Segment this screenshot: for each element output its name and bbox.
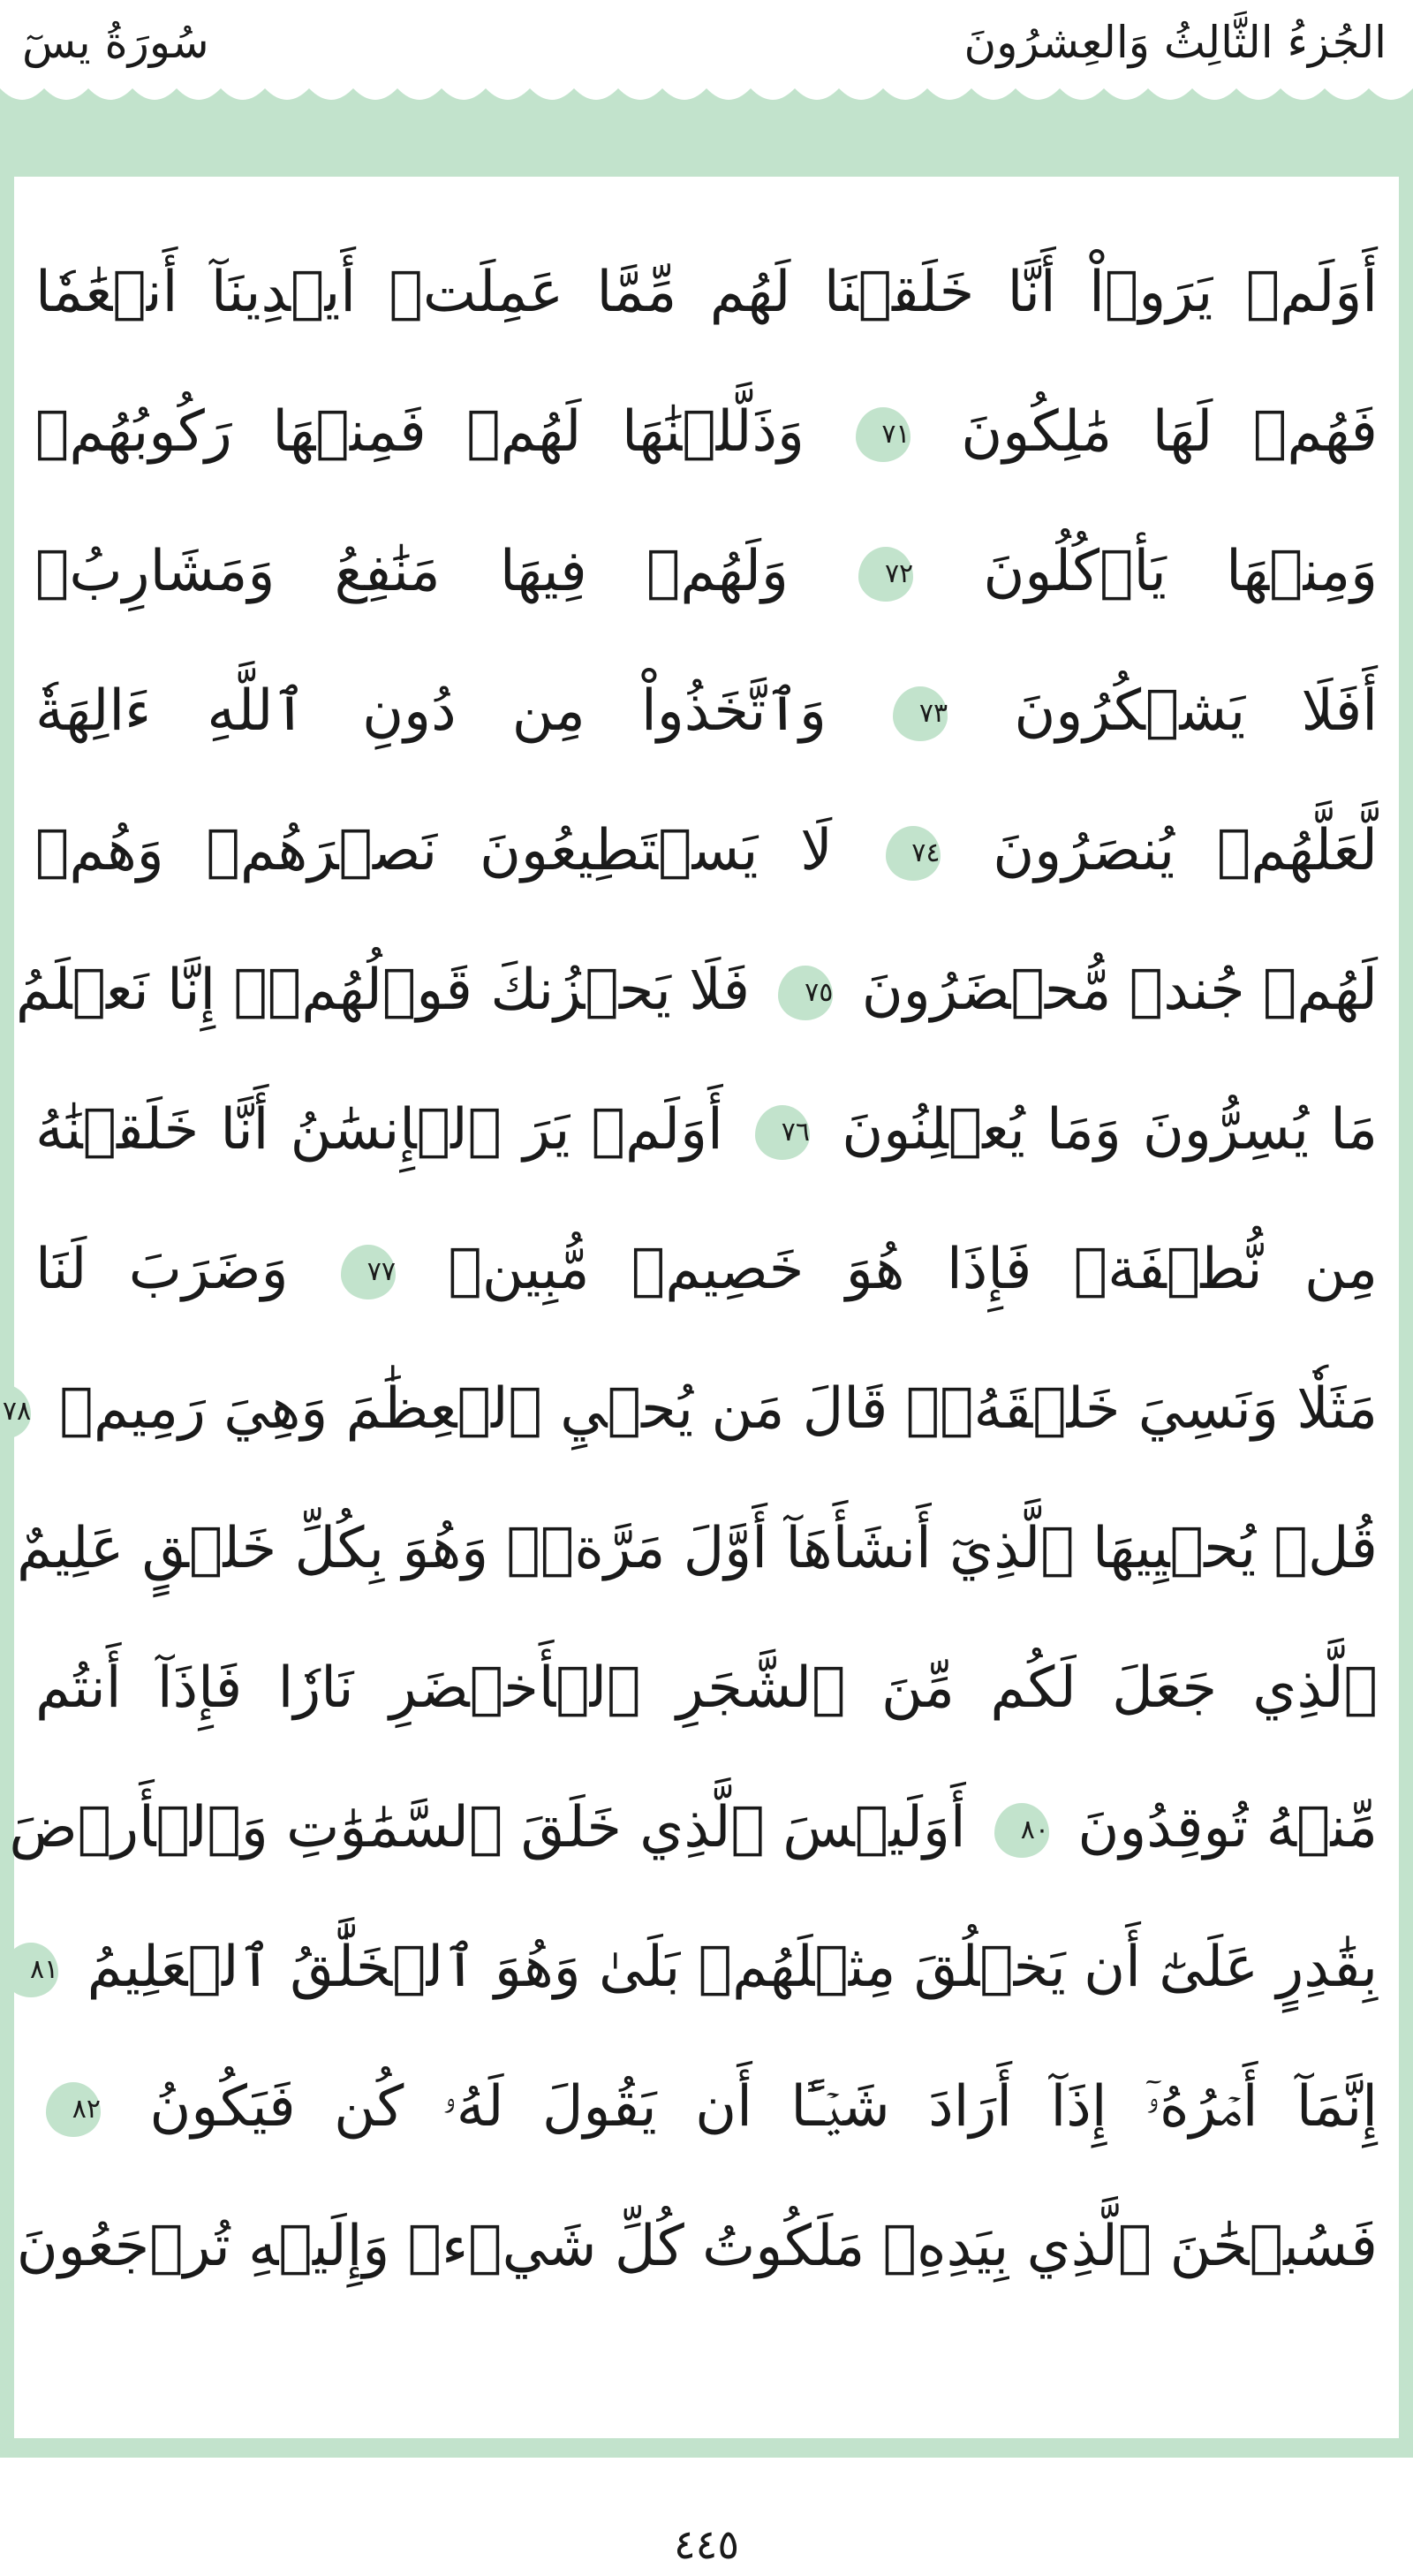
verse-line <box>35 641 1378 781</box>
verse-text: وَلَهُمۡ فِيهَا مَنَٰفِعُ وَمَشَارِبُۚ <box>35 539 789 604</box>
verse-text: وَضَرَبَ لَنَا <box>35 1237 289 1302</box>
ayah-number-marker: ٨٢ <box>46 2082 101 2137</box>
text-panel <box>2 177 1399 2438</box>
page-number: ٤٤٥ <box>673 2520 740 2568</box>
surah-title: سُورَةُ يسٓ <box>22 17 209 68</box>
verse-line <box>9 1758 1378 1898</box>
verse-text: لَهُمۡ جُندٞ مُّحۡضَرُونَ <box>861 958 1378 1023</box>
verse-text: فَلَا يَحۡزُنكَ قَوۡلُهُمۡۘ إِنَّا نَعۡلَمُ <box>15 958 751 1023</box>
verse-text: أَفَلَا يَشۡكُرُونَ <box>1014 678 1379 744</box>
ayah-number-marker: ٧٢ <box>858 547 913 602</box>
ayah-number-marker: ٨١ <box>4 1943 58 1997</box>
verse-text: مَا يُسِرُّونَ وَمَا يُعۡلِنُونَ <box>842 1097 1379 1163</box>
verse-line <box>35 502 1378 641</box>
verse-text: مِّنۡهُ تُوقِدُونَ <box>1077 1795 1378 1860</box>
ayah-number-marker: ٧١ <box>856 407 911 462</box>
ayah-number-marker: ٧٤ <box>886 826 941 881</box>
verse-text: لَا يَسۡتَطِيعُونَ نَصۡرَهُمۡ وَهُمۡ <box>35 818 833 883</box>
verse-text: قُلۡ يُحۡيِيهَا ٱلَّذِيٓ أَنشَأَهَآ أَوَّلَ مَرَّةٖۖ وَهُوَ بِكُلِّ خَلۡقٍ عَلِيمٌ <box>16 1516 1378 1581</box>
verse-text: وَمِنۡهَا يَأۡكُلُونَ <box>983 539 1379 604</box>
verse-text: بِقَٰدِرٍ عَلَىٰٓ أَن يَخۡلُقَ مِثۡلَهُمۚ بَلَىٰ وَهُوَ ٱلۡخَلَّٰقُ ٱلۡعَلِيمُ <box>87 1935 1378 2000</box>
verse-text: وَٱتَّخَذُواْ مِن دُونِ ٱللَّهِ ءَالِهَةٗ <box>35 678 827 744</box>
verse-line <box>35 362 1378 502</box>
page-header <box>0 0 1413 88</box>
verse-text: مِن نُّطۡفَةٖ فَإِذَا هُوَ خَصِيمٞ مُّبِينٞ <box>448 1237 1379 1302</box>
juz-title: الجُزءُ الثَّالِثُ وَالعِشرُونَ <box>963 17 1387 68</box>
verse-line <box>15 921 1378 1060</box>
verse-line <box>16 1479 1378 1618</box>
verse-line <box>35 2037 1378 2177</box>
frame-scallop-top <box>0 88 1413 111</box>
ayah-number-marker: ٧٣ <box>893 686 948 741</box>
verse-text: لَّعَلَّهُمۡ يُنصَرُونَ <box>993 818 1378 883</box>
frame-scallop-bottom <box>0 2435 1413 2458</box>
verse-text: أَوَلَمۡ يَرَوۡاْ أَنَّا خَلَقۡنَا لَهُم مِّمَّا عَمِلَتۡ أَيۡدِينَآ أَنۡعَٰمٗا <box>35 260 1378 325</box>
verse-text: ٱلَّذِي جَعَلَ لَكُم مِّنَ ٱلشَّجَرِ ٱلۡأَخۡضَرِ نَارٗا فَإِذَآ أَنتُم <box>35 1655 1378 1721</box>
ayah-number-marker: ٧٨ <box>0 1384 31 1439</box>
ayah-number-marker: ٨٠ <box>994 1803 1049 1858</box>
verse-line <box>35 781 1378 921</box>
verse-text: أَوَلَيۡسَ ٱلَّذِي خَلَقَ ٱلسَّمَٰوَٰتِ وَٱلۡأَرۡضَ <box>9 1795 966 1860</box>
verse-line <box>29 1898 1378 2037</box>
verse-text: فَهُمۡ لَهَا مَٰلِكُونَ <box>961 399 1379 465</box>
verse-lines <box>2 223 1379 2316</box>
ayah-number-marker: ٧٥ <box>778 966 833 1020</box>
verse-line <box>35 223 1378 362</box>
ayah-number-marker: ٧٧ <box>341 1245 396 1299</box>
verse-line <box>35 1200 1378 1339</box>
verse-text: وَذَلَّلۡنَٰهَا لَهُمۡ فَمِنۡهَا رَكُوبُهُمۡ <box>35 399 805 465</box>
verse-line <box>16 2177 1378 2316</box>
verse-line <box>2 1339 1378 1479</box>
verse-line <box>35 1060 1378 1200</box>
ayah-number-marker: ٧٦ <box>755 1105 810 1160</box>
verse-text: مَثَلٗا وَنَسِيَ خَلۡقَهُۥۖ قَالَ مَن يُحۡيِ ٱلۡعِظَٰمَ وَهِيَ رَمِيمٞ <box>59 1376 1378 1442</box>
verse-text: أَوَلَمۡ يَرَ ٱلۡإِنسَٰنُ أَنَّا خَلَقۡنَٰهُ <box>35 1097 723 1163</box>
verse-text: إِنَّمَآ أَمۡرُهُۥٓ إِذَآ أَرَادَ شَيۡـًٔا أَن يَقُولَ لَهُۥ كُن فَيَكُونُ <box>149 2074 1378 2140</box>
verse-line <box>35 1618 1378 1758</box>
verse-text: فَسُبۡحَٰنَ ٱلَّذِي بِيَدِهِۦ مَلَكُوتُ كُلِّ شَيۡءٖ وَإِلَيۡهِ تُرۡجَعُونَ <box>16 2214 1378 2279</box>
